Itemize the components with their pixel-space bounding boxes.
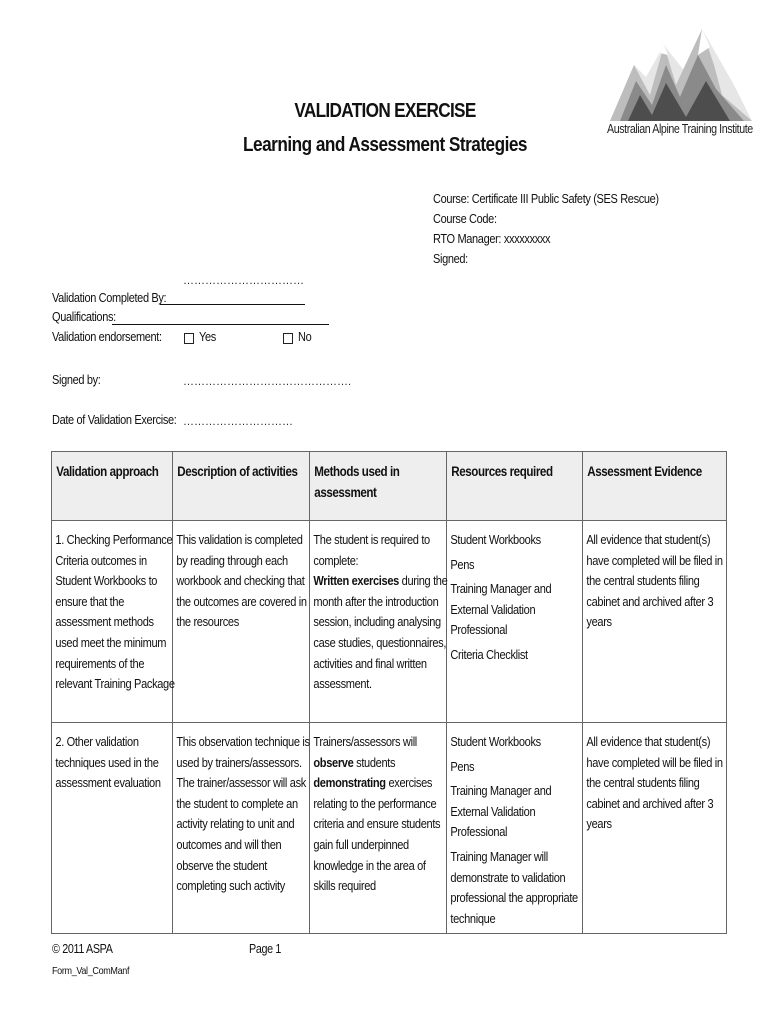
completed-by-label: Validation Completed By: [52, 291, 167, 305]
yes-checkbox[interactable] [184, 331, 194, 349]
signed-by-label: Signed by: [52, 373, 101, 387]
resource-item: Criteria Checklist [450, 646, 528, 662]
no-checkbox[interactable] [283, 331, 293, 349]
table-row [52, 521, 727, 723]
resource-item: Training Manager will demonstrate to validation professional the appropriate technique [450, 848, 578, 926]
methods-cell: The student is required to complete: Written exercises during the month after the introduction session, including analysing case studies, questionnaires, activities and final written assessment. [310, 521, 447, 723]
methods-cell: Trainers/assessors will observe students demonstrating exercises relating to the performance criteria and ensure students gain full underpinned knowledge in the area of skills required [310, 723, 447, 934]
no-label: No [298, 330, 312, 344]
resource-item: Training Manager and External Validation Professional [450, 581, 552, 638]
rto-manager-line: RTO Manager: xxxxxxxxx [433, 232, 551, 246]
course-code-line: Course Code: [433, 212, 497, 226]
course-line: Course: Certificate III Public Safety (SES Rescue) [433, 192, 659, 206]
approach-cell: 1. Checking Performance Criteria outcomes in Student Workbooks to ensure that the assessment methods used meet the minimum requirements of the relevant Training Package [52, 521, 173, 723]
description-cell: This observation technique is used by trainers/assessors. The trainer/assessor will ask the student to complete an activity relating to unit and outcomes and will then observe the student completing such activity [173, 723, 310, 934]
resource-item: Pens [450, 556, 475, 572]
table-row [52, 723, 727, 934]
copyright: © 2011 ASPA [52, 942, 113, 956]
document-title: VALIDATION EXERCISE [294, 100, 476, 122]
resource-item: Student Workbooks [450, 532, 541, 547]
resource-item: Training Manager and External Validation Professional [450, 783, 552, 840]
header-cell: Validation approach [52, 452, 173, 521]
top-dotted-line: …………………………… [183, 275, 304, 287]
description-cell: This validation is completed by reading through each workbook and checking that the outcomes are covered in the resources [173, 521, 310, 723]
resources-cell [447, 521, 583, 723]
completed-by-field[interactable] [160, 304, 305, 305]
evidence-cell: All evidence that student(s) have completed will be filed in the central students filing cabinet and archived after 3 years [583, 723, 727, 934]
header-cell: Methods used in assessment [310, 452, 447, 521]
header-cell: Description of activities [173, 452, 310, 521]
page-number: Page 1 [249, 942, 282, 956]
header-cell: Resources required [447, 452, 583, 521]
yes-label: Yes [199, 330, 216, 344]
resource-item: Pens [450, 758, 475, 774]
signed-by-field[interactable]: ………………………………………. [183, 376, 352, 388]
form-code: Form_Val_ComManf [52, 965, 130, 977]
resources-cell [447, 723, 583, 934]
signed-line: Signed: [433, 252, 468, 266]
resource-item: Student Workbooks [450, 734, 541, 749]
header-cell: Assessment Evidence [583, 452, 727, 521]
qualifications-field[interactable] [112, 324, 329, 325]
evidence-cell: All evidence that student(s) have completed will be filed in the central students filing cabinet and archived after 3 years [583, 521, 727, 723]
validation-table [51, 451, 727, 934]
date-label: Date of Validation Exercise: [52, 413, 177, 427]
qualifications-label: Qualifications: [52, 310, 116, 324]
document-subtitle: Learning and Assessment Strategies [243, 134, 527, 156]
endorsement-label: Validation endorsement: [52, 330, 162, 344]
approach-cell: 2. Other validation techniques used in the assessment evaluation [52, 723, 173, 934]
logo-text: Australian Alpine Training Institute [607, 121, 753, 136]
table-header-row [52, 452, 727, 521]
date-field[interactable]: ………………………… [183, 416, 293, 428]
